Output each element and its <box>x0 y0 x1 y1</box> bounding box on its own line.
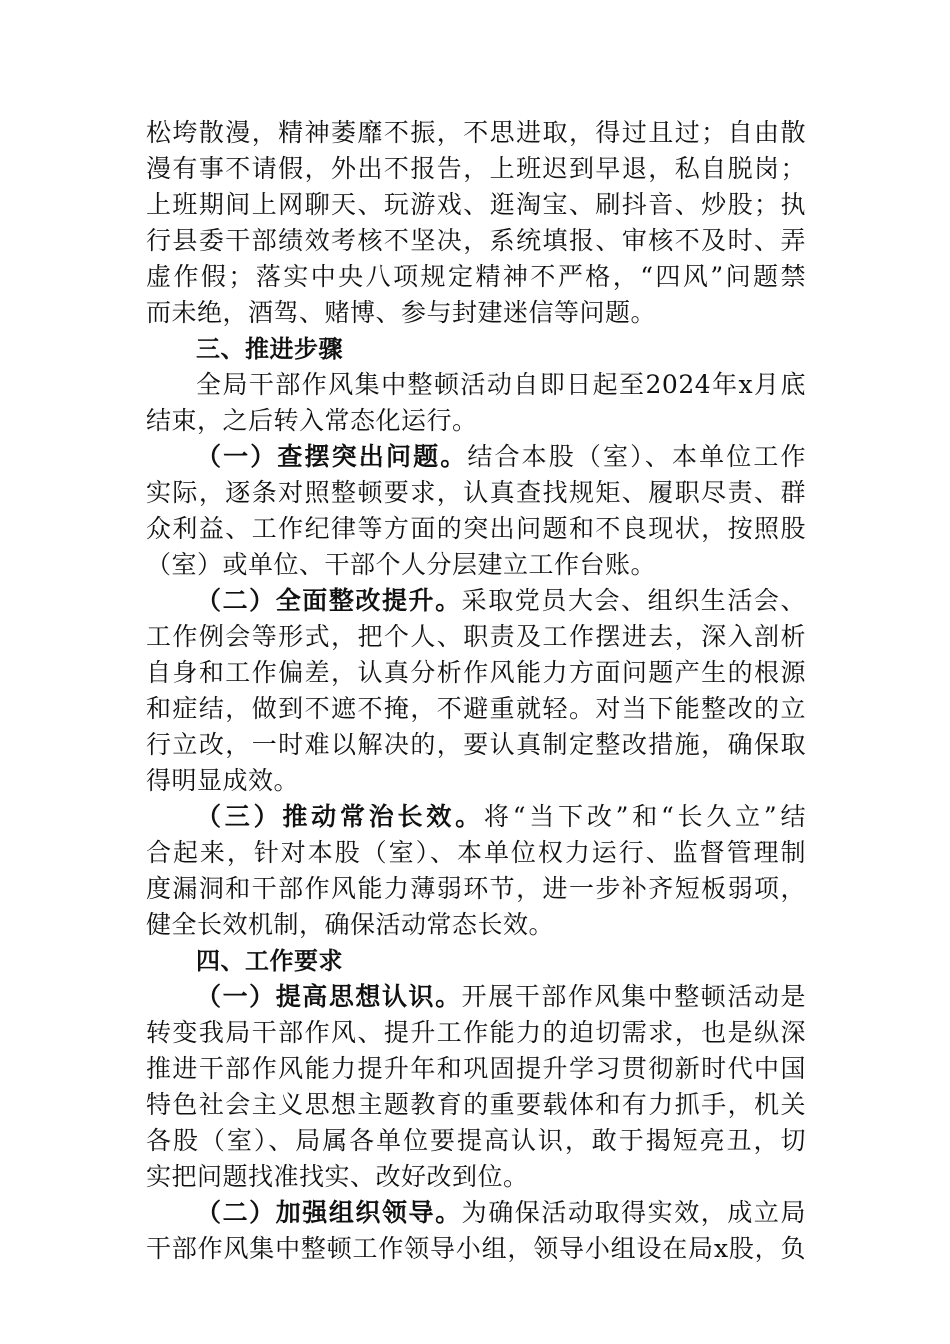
text-line: 结束，之后转入常态化运行。 <box>146 406 478 435</box>
paragraph-lead-rest: 为确保活动取得实效，成立局 <box>461 1198 806 1227</box>
text-line: 合起来，针对本股（室）、本单位权力运行、监督管理制 <box>146 838 806 867</box>
text-line: 工作例会等形式，把个人、职责及工作摆进去，深入剖析 <box>146 622 806 651</box>
text-line: 实把问题找准找实、改好改到位。 <box>146 1162 529 1191</box>
paragraph-lead-rest: 采取党员大会、组织生活会、 <box>461 586 806 615</box>
paragraph-lead: （三）推动常治长效。 <box>196 802 484 831</box>
text-line: （室）或单位、干部个人分层建立工作台账。 <box>146 550 657 579</box>
paragraph-lead-rest: 将“当下改”和“长久立”结 <box>483 802 806 831</box>
section-heading-4: 四、工作要求 <box>196 947 343 975</box>
paragraph-lead-rest: 结合本股（室）、本单位工作 <box>467 442 806 471</box>
paragraph-lead-rest: 开展干部作风集中整顿活动是 <box>461 982 806 1011</box>
text-line: 得明显成效。 <box>146 766 300 795</box>
text-line: 健全长效机制，确保活动常态长效。 <box>146 910 555 939</box>
paragraph-lead-line <box>146 439 806 475</box>
text-line: 行立改，一时难以解决的，要认真制定整改措施，确保取 <box>146 730 806 759</box>
text-line: 上班期间上网聊天、玩游戏、逛淘宝、刷抖音、炒股；执 <box>146 190 806 219</box>
text-line: 实际，逐条对照整顿要求，认真查找规矩、履职尽责、群 <box>146 478 806 507</box>
text-line: 自身和工作偏差，认真分析作风能力方面问题产生的根源 <box>146 658 806 687</box>
text-line: 特色社会主义思想主题教育的重要载体和有力抓手，机关 <box>146 1090 806 1119</box>
section-heading-3: 三、推进步骤 <box>196 335 343 363</box>
text-line: 松垮散漫，精神萎靡不振，不思进取，得过且过；自由散 <box>146 118 806 147</box>
document-body <box>146 115 806 1267</box>
text-line: 虚作假；落实中央八项规定精神不严格，“四风”问题禁 <box>146 262 806 291</box>
paragraph-lead: （二）全面整改提升。 <box>196 586 462 615</box>
paragraph-lead-line <box>146 583 806 619</box>
text-line: 和症结，做到不遮不掩，不避重就轻。对当下能整改的立 <box>146 694 806 723</box>
text-line: 干部作风集中整顿工作领导小组，领导小组设在局x股，负 <box>146 1234 806 1263</box>
paragraph-lead: （二）加强组织领导。 <box>196 1198 462 1227</box>
paragraph-lead-line <box>146 799 806 835</box>
text-line: 度漏洞和干部作风能力薄弱环节，进一步补齐短板弱项， <box>146 874 806 903</box>
paragraph-lead-line <box>146 979 806 1015</box>
text-line: 众利益、工作纪律等方面的突出问题和不良现状，按照股 <box>146 514 806 543</box>
paragraph-lead: （一）查摆突出问题。 <box>196 442 468 471</box>
text-line: 全局干部作风集中整顿活动自即日起至2024年x月底 <box>196 370 806 399</box>
text-line: 行县委干部绩效考核不坚决，系统填报、审核不及时、弄 <box>146 226 806 255</box>
text-line: 各股（室）、局属各单位要提高认识，敢于揭短亮丑，切 <box>146 1126 806 1155</box>
text-line: 漫有事不请假，外出不报告，上班迟到早退，私自脱岗； <box>146 154 806 183</box>
text-line: 推进干部作风能力提升年和巩固提升学习贯彻新时代中国 <box>146 1054 806 1083</box>
text-line: 而未绝，酒驾、赌博、参与封建迷信等问题。 <box>146 298 657 327</box>
paragraph-lead-line <box>146 1195 806 1231</box>
paragraph-lead: （一）提高思想认识。 <box>196 982 462 1011</box>
text-line: 转变我局干部作风、提升工作能力的迫切需求，也是纵深 <box>146 1018 806 1047</box>
